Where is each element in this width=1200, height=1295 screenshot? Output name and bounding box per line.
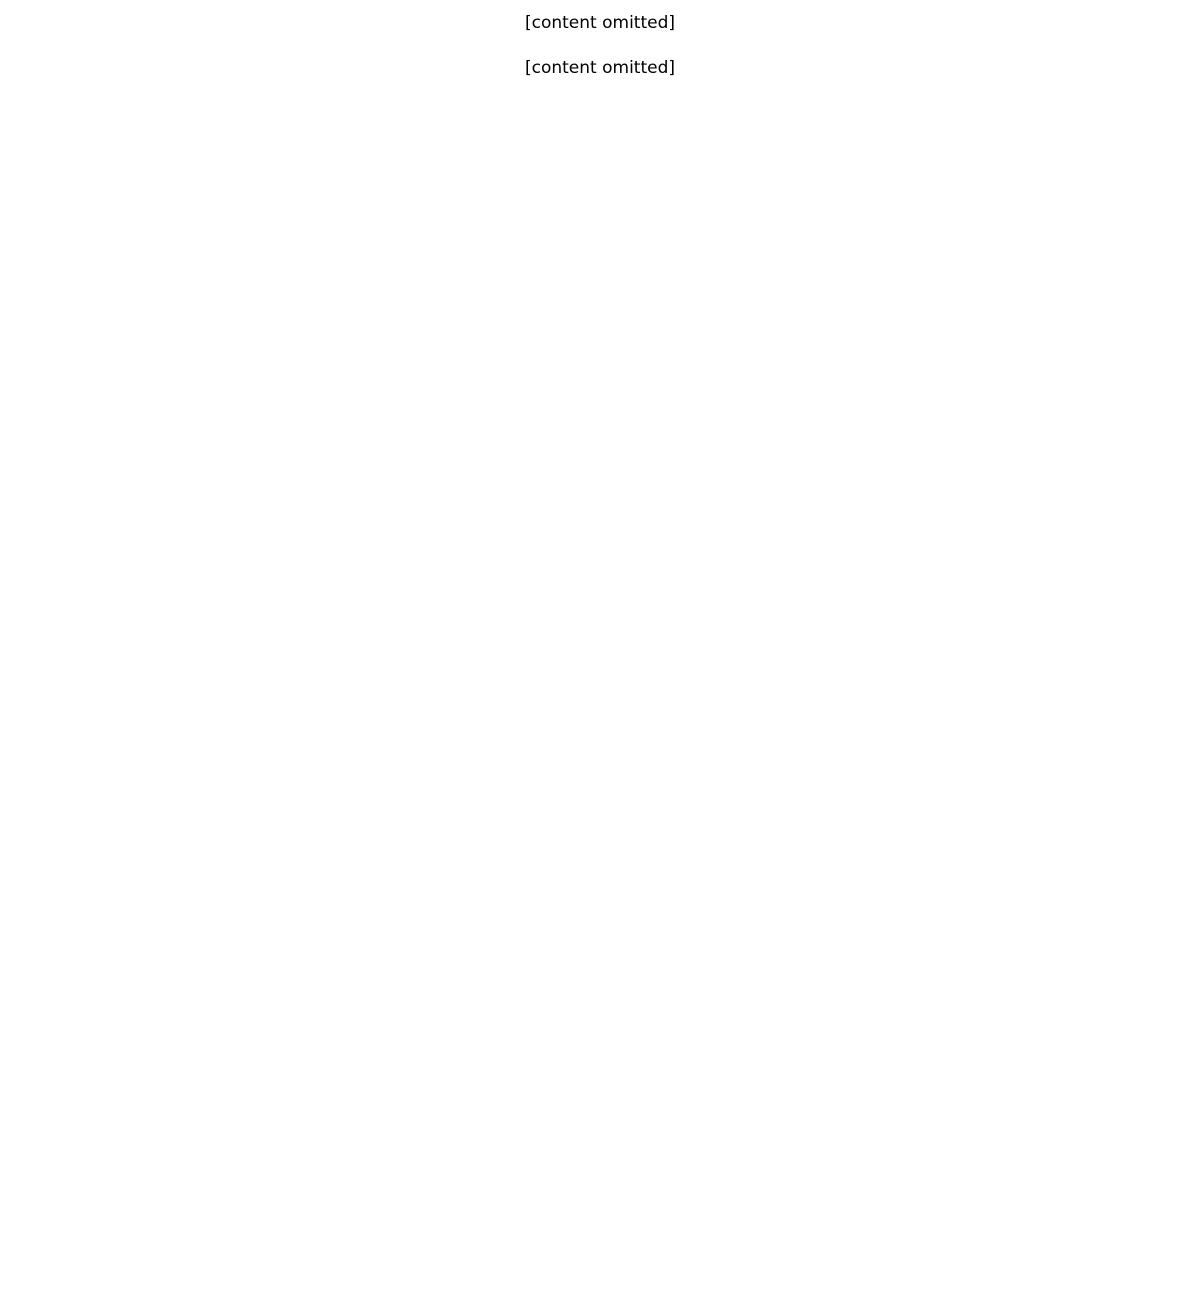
text-document xyxy=(0,0,1200,110)
paragraph: [content omitted] xyxy=(524,58,676,79)
paragraph: [content omitted] xyxy=(524,13,676,33)
